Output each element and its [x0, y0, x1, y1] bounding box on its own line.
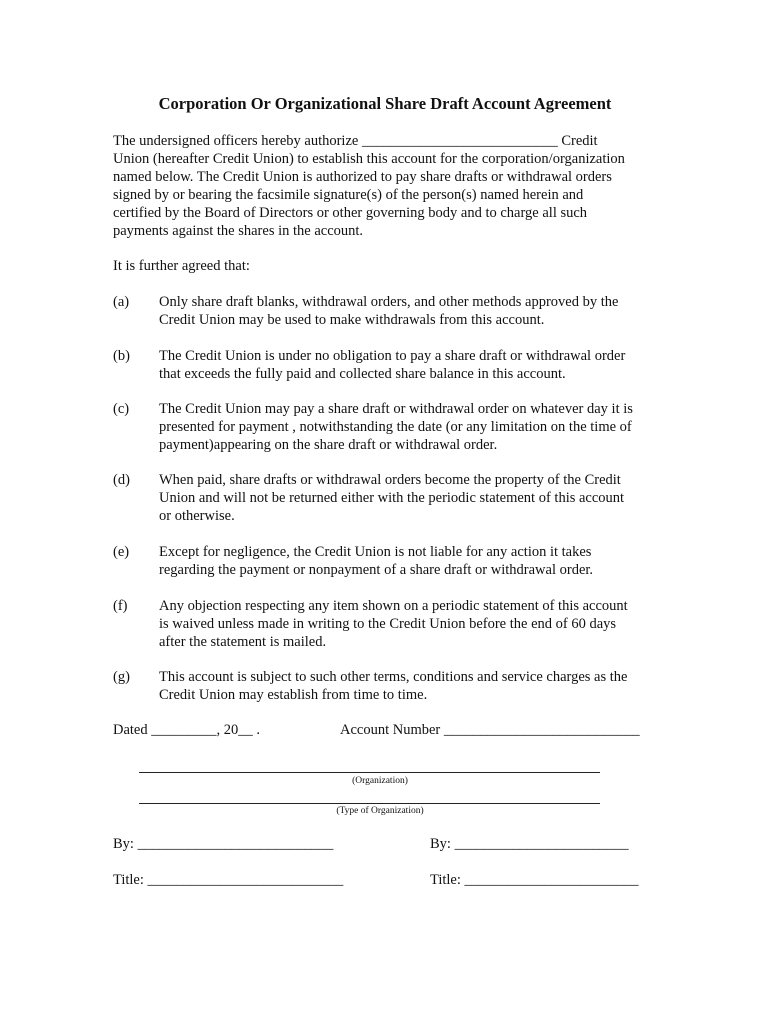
clause-text	[159, 597, 659, 651]
type-of-organization-caption: (Type of Organization)	[336, 806, 424, 816]
clause-line: presented for payment , notwithstanding the date (or any limitation on the time of	[159, 419, 632, 435]
intro-line: named below. The Credit Union is authorized to pay share drafts or withdrawal orders	[113, 169, 612, 185]
clause-line: Any objection respecting any item shown on a periodic statement of this account	[159, 598, 628, 614]
clause-text	[159, 668, 659, 704]
account-number-field[interactable]: Account Number ___________________________	[340, 722, 640, 738]
clause-line: that exceeds the fully paid and collected share balance in this account.	[159, 366, 566, 382]
clause-letter: (c)	[113, 401, 130, 417]
clause-line: Credit Union may be used to make withdrawals from this account.	[159, 312, 545, 328]
document-title: Corporation Or Organizational Share Draft Account Agreement	[158, 94, 612, 113]
clause-line: The Credit Union is under no obligation to pay a share draft or withdrawal order	[159, 348, 626, 364]
organization-caption: (Organization)	[352, 776, 408, 786]
intro-line: payments against the shares in the account.	[113, 223, 364, 239]
clause-line: or otherwise.	[159, 508, 235, 524]
clause-letter: (b)	[113, 348, 130, 364]
clause-line: payment)appearing on the share draft or withdrawal order.	[159, 437, 498, 453]
type-of-organization-line[interactable]	[139, 803, 600, 804]
clause-letter: (f)	[113, 598, 128, 614]
clause-line: When paid, share drafts or withdrawal orders become the property of the Credit	[159, 472, 621, 488]
intro-paragraph	[113, 132, 653, 240]
intro-line: Union (hereafter Credit Union) to establish this account for the corporation/organization	[113, 151, 625, 167]
clause-letter: (a)	[113, 294, 130, 310]
clause-line: The Credit Union may pay a share draft or withdrawal order on whatever day it is	[159, 401, 633, 417]
clause-line: regarding the payment or nonpayment of a share draft or withdrawal order.	[159, 562, 594, 578]
further-agreed-text: It is further agreed that:	[113, 258, 250, 274]
clause-text	[159, 347, 659, 383]
clause-letter: (d)	[113, 472, 130, 488]
clause-letter: (g)	[113, 669, 130, 685]
by-signature-right[interactable]: By: ________________________	[430, 836, 629, 852]
title-field-left[interactable]: Title: ___________________________	[113, 872, 344, 888]
intro-line: The undersigned officers hereby authorize ___________________________ Credit	[113, 133, 598, 149]
dated-field[interactable]: Dated _________, 20__ .	[113, 722, 260, 738]
clause-text	[159, 543, 659, 579]
intro-line: signed by or bearing the facsimile signature(s) of the person(s) named herein and	[113, 187, 584, 203]
clause-line: Union and will not be returned either with the periodic statement of this account	[159, 490, 625, 506]
clause-text	[159, 293, 659, 329]
clause-line: is waived unless made in writing to the Credit Union before the end of 60 days	[159, 616, 617, 632]
clause-line: Credit Union may establish from time to time.	[159, 687, 428, 703]
title-field-right[interactable]: Title: ________________________	[430, 872, 639, 888]
clause-text	[159, 400, 659, 454]
organization-line[interactable]	[139, 772, 600, 773]
clause-line: Only share draft blanks, withdrawal orders, and other methods approved by the	[159, 294, 619, 310]
clause-text	[159, 471, 659, 525]
clause-line: Except for negligence, the Credit Union is not liable for any action it takes	[159, 544, 592, 560]
intro-line: certified by the Board of Directors or other governing body and to charge all such	[113, 205, 588, 221]
clause-letter: (e)	[113, 544, 130, 560]
clause-line: This account is subject to such other terms, conditions and service charges as the	[159, 669, 628, 685]
clause-line: after the statement is mailed.	[159, 634, 327, 650]
by-signature-left[interactable]: By: ___________________________	[113, 836, 334, 852]
